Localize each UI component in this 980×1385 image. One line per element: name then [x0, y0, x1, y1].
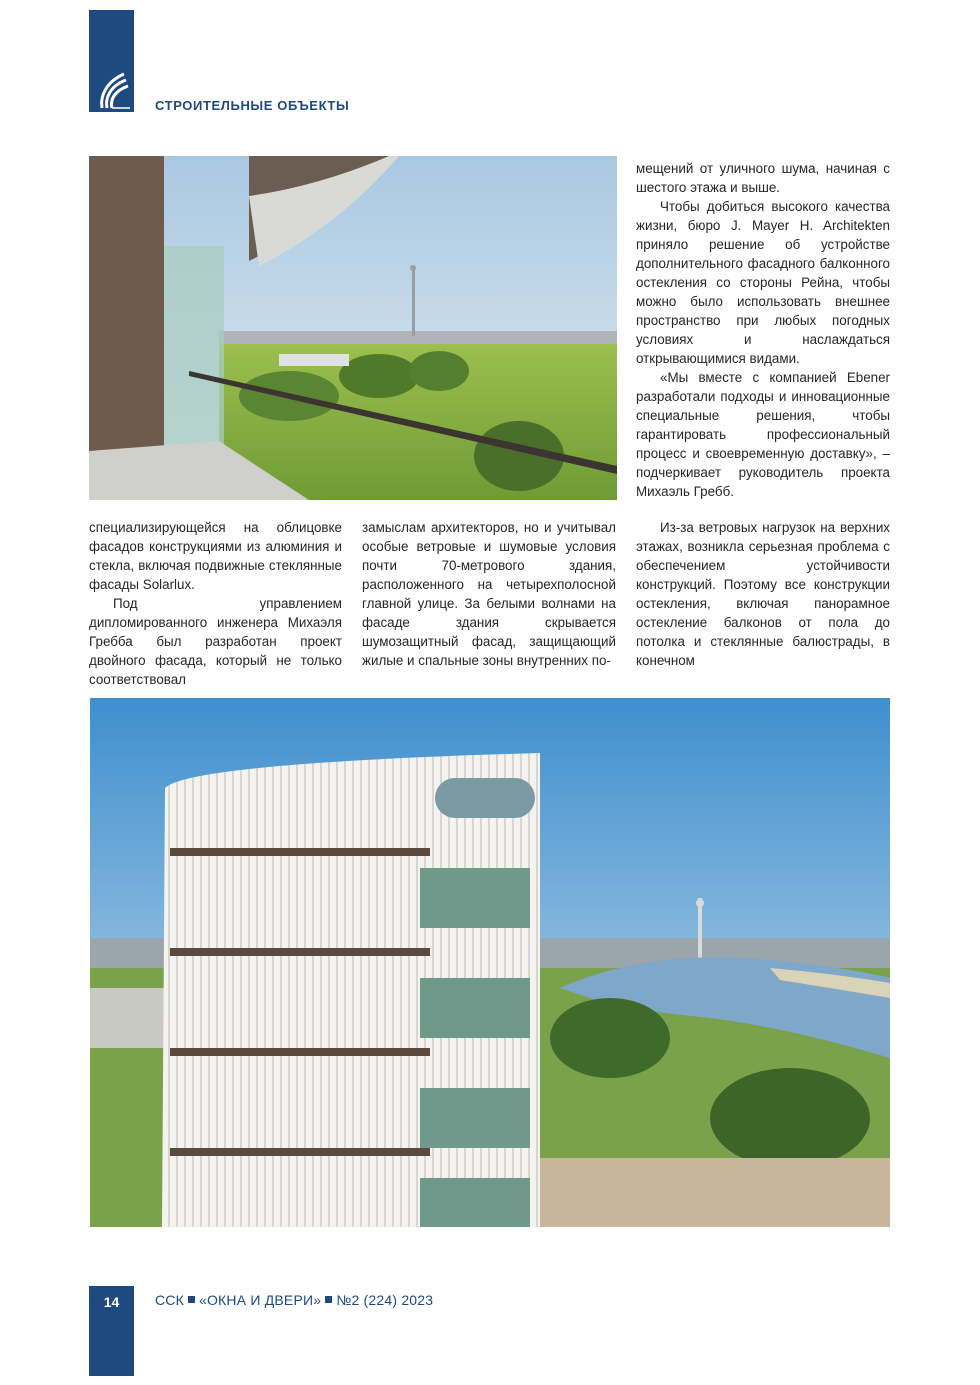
paragraph: Из-за ветровых нагрузок на верхних этажах, возникла серьезная проблема с обеспечением устойчивости конструкций. Поэтому все конструкции остекления, включая панорамное остекление балконов от пола до потолка и стеклянные балюстрады, в конечном — [636, 520, 890, 668]
footer-issue: №2 (224) 2023 — [336, 1292, 434, 1308]
tower-photo — [90, 698, 890, 1227]
page-number: 14 — [103, 1294, 120, 1310]
square-bullet-icon — [188, 1296, 195, 1303]
article-column-2 — [362, 518, 616, 670]
paragraph: мещений от уличного шума, начиная с шестого этажа и выше. — [636, 161, 890, 195]
paragraph: «Мы вместе с компанией Ebener разработали подходы и инновационные специальные решения, чтобы гарантировать профессиональный процесс и своевременную доставку», – подчеркивает руководитель проекта Михаэль Гребб. — [636, 370, 890, 499]
magazine-logo-icon — [94, 70, 130, 110]
page-number-bar — [89, 1286, 134, 1376]
paragraph: замыслам архитекторов, но и учитывал особые ветровые и шумовые условия почти 70-метрового здания, расположенного на четырехполосной главной улице. За белыми волнами на фасаде здания скрывается шумозащитный фасад, защищающий жилые и спальные зоны внутренних по- — [362, 520, 616, 668]
paragraph: Под управлением дипломированного инженера Михаэля Гребба был разработан проект двойного фасада, который не только соответствовал — [89, 596, 342, 687]
footer-publication — [155, 1292, 433, 1308]
article-column-1 — [89, 518, 342, 689]
square-bullet-icon — [325, 1296, 332, 1303]
brand-bar — [89, 10, 134, 112]
article-column-3 — [636, 518, 890, 670]
footer-publisher: ССК — [155, 1292, 184, 1308]
balcony-photo — [89, 156, 617, 500]
footer-magazine: «ОКНА И ДВЕРИ» — [198, 1292, 322, 1308]
article-column-right-top — [636, 159, 890, 501]
paragraph: специализирующейся на облицовке фасадов конструкциями из алюминия и стекла, включая подвижные стеклянные фасады Solarlux. — [89, 520, 342, 592]
section-title: СТРОИТЕЛЬНЫЕ ОБЪЕКТЫ — [155, 98, 350, 113]
paragraph: Чтобы добиться высокого качества жизни, бюро J. Mayer H. Architekten приняло решение об устройстве дополнительного фасадного балконного остекления со стороны Рейна, чтобы можно было использовать внешнее пространство при любых погодных условиях и наслаждаться открывающимися видами. — [636, 199, 890, 366]
